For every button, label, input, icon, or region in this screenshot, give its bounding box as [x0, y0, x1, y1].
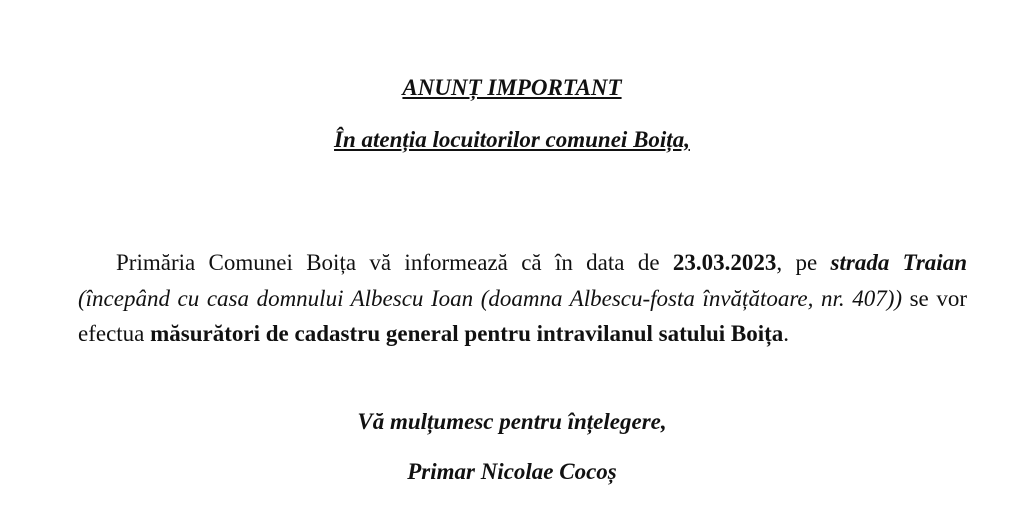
announcement-subtitle [0, 126, 1024, 154]
body-text-1: Primăria Comunei Boița vă informează că în data de [116, 250, 673, 275]
body-text-4: se vor efectua [78, 285, 967, 346]
closing-thanks: Vă mulțumesc pentru înțelegere, [357, 409, 667, 434]
announcement-title-text: ANUNȚ IMPORTANT [402, 75, 622, 100]
announcement-title [0, 74, 1024, 102]
body-text-5: . [783, 321, 790, 346]
street-name: strada Traian [830, 250, 967, 275]
announcement-body [78, 245, 967, 352]
body-text-2: , pe [776, 250, 831, 275]
action-description: măsurători de cadastru general pentru intravilanul satului Boița [150, 321, 784, 346]
location-detail: (începând cu casa domnului Albescu Ioan (doamna Albescu-fosta învățătoare, nr. 407)) [78, 285, 903, 311]
signature: Primar Nicolae Cocoș [407, 459, 617, 484]
announcement-date: 23.03.2023 [672, 250, 777, 275]
announcement-subtitle-text: În atenția locuitorilor comunei Boița, [334, 127, 690, 152]
